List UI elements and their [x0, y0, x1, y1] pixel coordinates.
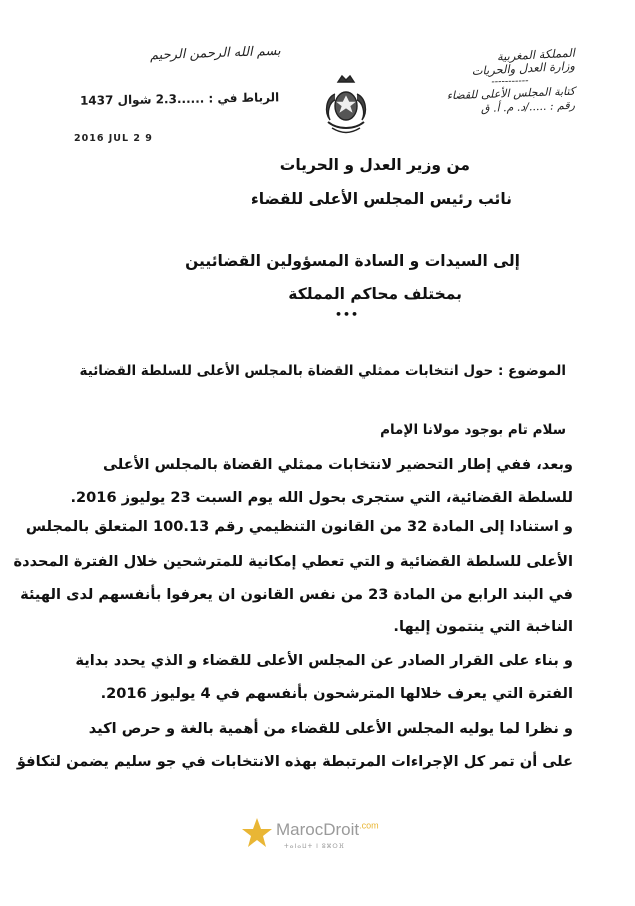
- body-line-1: وبعد، ففي إطار التحضير لانتخابات ممثلي القضاة بالمجلس الأعلى: [102, 456, 573, 473]
- watermark-suffix: .com: [359, 820, 379, 831]
- body-line-4: الأعلى للسلطة القضائية و التي تعطي إمكانية للمترشحين خلال الفترة المحددة: [13, 553, 573, 570]
- subject-line: الموضوع : حول انتخابات ممثلي القضاة بالمجلس الأعلى للسلطة القضائية: [79, 363, 566, 379]
- sender-title: من وزير العدل و الحريات: [279, 156, 470, 174]
- watermark: [240, 812, 390, 862]
- recipient-title: إلى السيدات و السادة المسؤولين القضائيين: [185, 252, 520, 270]
- ministry-block: [445, 45, 576, 116]
- recipient-subtitle: بمختلف محاكم المملكة: [288, 285, 462, 303]
- star-icon: [240, 816, 274, 850]
- body-line-2: للسلطة القضائية، التي ستجرى بحول الله يوم السبت 23 يوليوز 2016.: [70, 489, 573, 506]
- reference-number: رقم : ...../د. م. أ. ق: [480, 98, 576, 116]
- separator-dots: •••: [335, 308, 360, 321]
- body-line-9: و نظرا لما يوليه المجلس الأعلى للقضاء من أهمية بالغة و حرص اكيد: [88, 720, 573, 737]
- body-line-10: على أن تمر كل الإجراءات المرتبطة بهذه الانتخابات في جو سليم يضمن لتكافؤ: [16, 753, 573, 770]
- council-secretariat-label: كتابة المجلس الأعلى للقضاء: [446, 84, 576, 103]
- date-stamp: 2016 JUL 2 9: [74, 133, 153, 144]
- coat-of-arms-icon: [318, 72, 374, 138]
- body-line-6: الناخبة التي ينتمون إليها.: [393, 618, 573, 635]
- watermark-tagline: ⵜⴰⵏⴰⵡⵜ ⵏ ⵓⵣⵔⴼ: [284, 843, 345, 850]
- sender-subtitle: نائب رئيس المجلس الأعلى للقضاء: [250, 190, 512, 208]
- body-line-8: الفترة التي يعرف خلالها المترشحون بأنفسهم في 4 يوليوز 2016.: [100, 685, 573, 702]
- kingdom-label: المملكة المغربية: [496, 45, 576, 64]
- greeting-line: سلام تام بوجود مولانا الإمام: [380, 422, 566, 438]
- letter-date-reference: الرباط في : ......2.3 شوال 1437: [79, 90, 280, 108]
- body-line-3: و استنادا إلى المادة 32 من القانون التنظيمي رقم 100.13 المتعلق بالمجلس: [25, 518, 573, 535]
- basmala: بسم الله الرحمن الرحيم: [149, 43, 281, 64]
- body-line-7: و بناء على القرار الصادر عن المجلس الأعلى للقضاء و الذي يحدد بداية: [75, 652, 573, 669]
- body-line-5: في البند الرابع من المادة 23 من نفس القانون ان يعرفوا بأنفسهم لدى الهيئة: [20, 586, 573, 603]
- separator-line: -----------: [491, 75, 529, 88]
- watermark-brand: MarocDroit: [276, 820, 360, 839]
- ministry-label: وزارة العدل والحريات: [471, 58, 576, 79]
